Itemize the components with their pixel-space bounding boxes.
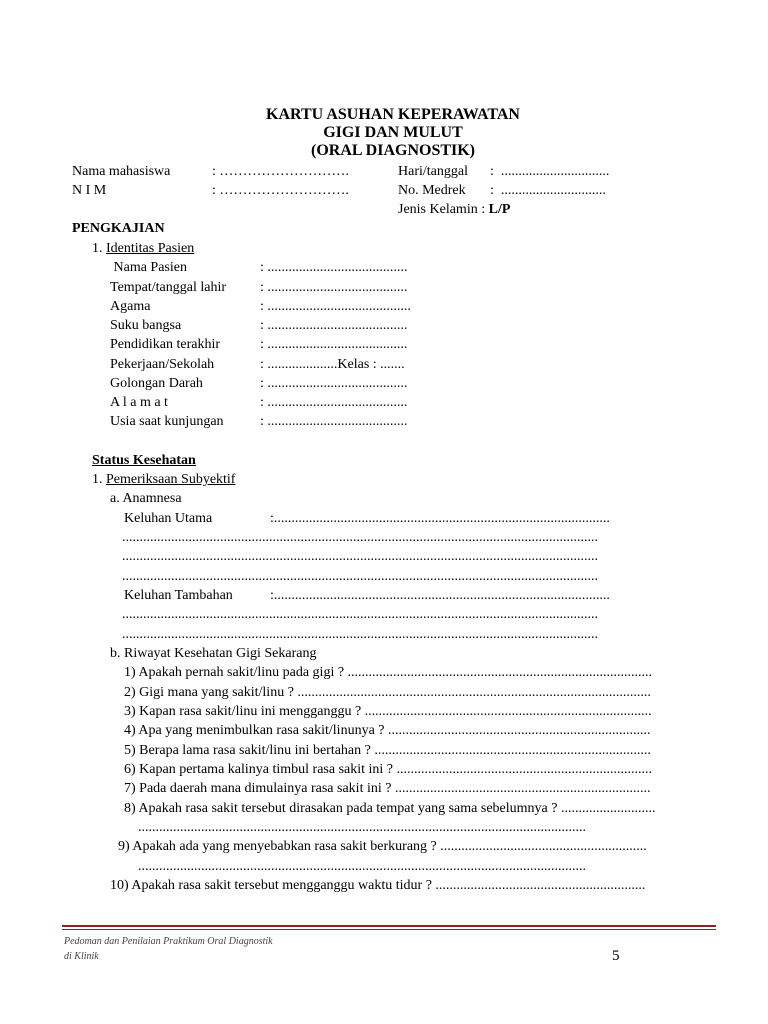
hari-tanggal-label: Hari/tanggal	[398, 164, 468, 179]
document-title-line2: GIGI DAN MULUT	[323, 124, 463, 141]
keluhan-tambahan-label: Keluhan Tambahan	[124, 588, 233, 603]
field-value-agama: : .........................................	[260, 299, 411, 314]
field-value-suku: : ........................................	[260, 318, 408, 333]
field-label-golongan-darah: Golongan Darah	[110, 376, 203, 391]
field-value-pendidikan: : ........................................	[260, 337, 408, 352]
field-label-agama: Agama	[110, 299, 151, 314]
question-item: 4) Apa yang menimbulkan rasa sakit/linunya ? ...........................................................................	[124, 723, 651, 738]
question-item: 5) Berapa lama rasa sakit/linu ini bertahan ? ...............................................................................	[124, 743, 651, 758]
field-value-pekerjaan: : ....................Kelas : .......	[260, 357, 405, 372]
document-title-line3: (ORAL DIAGNOSTIK)	[310, 142, 476, 159]
keluhan-tambahan-line: ........................................................................................................................................	[122, 627, 598, 642]
field-value-golongan-darah: : ........................................	[260, 376, 408, 391]
question-continuation-line: ................................................................................................................................	[138, 859, 586, 874]
nim-value: : ……………………….	[212, 183, 349, 198]
nama-mahasiswa-label: Nama mahasiswa	[72, 164, 171, 179]
field-value-usia: : ........................................	[260, 414, 408, 429]
nim-label: N I M	[72, 183, 107, 198]
identitas-title: Identitas Pasien	[106, 241, 195, 256]
pemeriksaan-number: 1.	[92, 472, 106, 487]
document-title-line1: KARTU ASUHAN KEPERAWATAN	[266, 106, 520, 123]
no-medrek-label: No. Medrek	[398, 183, 466, 198]
question-item: 10) Apakah rasa sakit tersebut mengganggu waktu tidur ? ............................................................	[110, 878, 646, 893]
page-number: 5	[612, 948, 620, 964]
hari-tanggal-value: : ...............................	[490, 164, 610, 179]
question-item: 2) Gigi mana yang sakit/linu ? .....................................................................................................	[124, 685, 651, 700]
pengkajian-heading: PENGKAJIAN	[72, 221, 165, 236]
status-kesehatan-heading: Status Kesehatan	[92, 453, 196, 468]
keluhan-utama-value: :................................................................................................	[270, 511, 610, 526]
riwayat-heading: b. Riwayat Kesehatan Gigi Sekarang	[110, 646, 317, 661]
field-value-ttl: : ........................................	[260, 280, 408, 295]
question-continuation-line: ................................................................................................................................	[138, 820, 586, 835]
field-label-nama-pasien: Nama Pasien	[110, 260, 187, 275]
field-label-suku: Suku bangsa	[110, 318, 182, 333]
field-label-pendidikan: Pendidikan terakhir	[110, 337, 221, 352]
no-medrek-value: : ..............................	[490, 183, 606, 198]
keluhan-utama-label: Keluhan Utama	[124, 511, 213, 526]
field-label-alamat: A l a m a t	[110, 395, 168, 410]
field-value-nama-pasien: : ........................................	[260, 260, 408, 275]
field-label-pekerjaan: Pekerjaan/Sekolah	[110, 357, 215, 372]
identitas-number: 1.	[92, 241, 106, 256]
jenis-kelamin-label: Jenis Kelamin :	[398, 202, 489, 217]
jenis-kelamin	[398, 201, 510, 218]
keluhan-utama-line: ........................................................................................................................................	[122, 569, 598, 584]
footer-rule-thick	[62, 925, 716, 927]
keluhan-utama-line: ........................................................................................................................................	[122, 530, 598, 545]
field-label-ttl: Tempat/tanggal lahir	[110, 280, 227, 295]
question-item: 8) Apakah rasa sakit tersebut dirasakan pada tempat yang sama sebelumnya ? ...........................	[124, 801, 656, 816]
nama-mahasiswa-value: : ……………………….	[212, 164, 349, 179]
field-label-usia: Usia saat kunjungan	[110, 414, 224, 429]
pemeriksaan-subyektif-heading	[92, 471, 235, 488]
footer-rule-thin	[62, 929, 716, 930]
question-item: 1) Apakah pernah sakit/linu pada gigi ? .......................................................................................	[124, 665, 653, 680]
identitas-pasien-heading	[92, 240, 194, 257]
question-item: 6) Kapan pertama kalinya timbul rasa sakit ini ? .........................................................................	[124, 762, 653, 777]
anamnesa-heading: a. Anamnesa	[110, 491, 182, 506]
question-item: 9) Apakah ada yang menyebabkan rasa sakit berkurang ? ...........................................................	[118, 839, 647, 854]
jenis-kelamin-value: L/P	[488, 202, 511, 217]
footer-caption-line1: Pedoman dan Penilaian Praktikum Oral Diagnostik	[64, 936, 273, 947]
keluhan-tambahan-value: :................................................................................................	[270, 588, 610, 603]
keluhan-tambahan-line: ........................................................................................................................................	[122, 607, 598, 622]
footer-caption-line2: di Klinik	[64, 951, 99, 962]
field-value-alamat: : ........................................	[260, 395, 408, 410]
pemeriksaan-title: Pemeriksaan Subyektif	[106, 472, 236, 487]
keluhan-utama-line: ........................................................................................................................................	[122, 549, 598, 564]
question-item: 7) Pada daerah mana dimulainya rasa sakit ini ? .........................................................................	[124, 781, 651, 796]
question-item: 3) Kapan rasa sakit/linu ini mengganggu ? ..................................................................................	[124, 704, 652, 719]
